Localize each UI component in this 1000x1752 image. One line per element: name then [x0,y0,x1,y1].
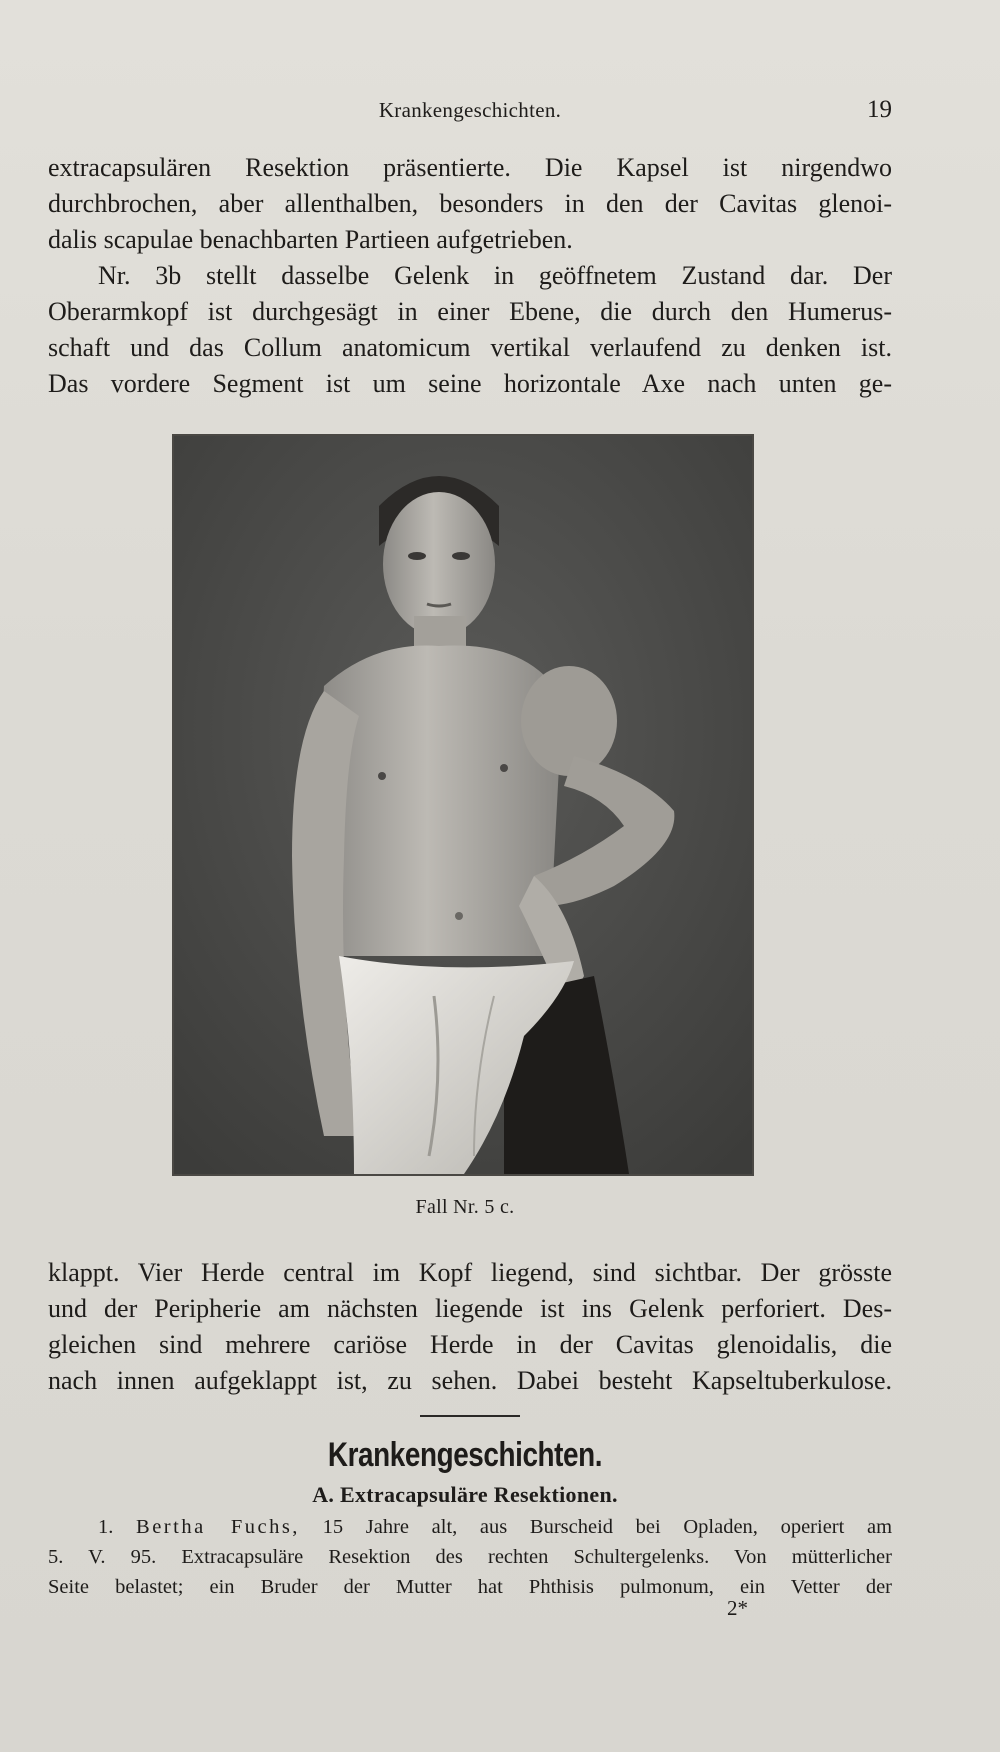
patient-photograph-image [174,436,752,1174]
text-line: durchbrochen, aber allenthalben, besonders in den der Cavitas glenoi- [48,189,892,218]
text-line: 5. V. 95. Extracapsuläre Resektion des rechten Schultergelenks. Von mütterlicher [48,1546,892,1568]
text-line: schaft und das Collum anatomicum vertikal verlaufend zu denken ist. [48,333,892,362]
text-line: extracapsulären Resektion präsentierte. Die Kapsel ist nirgendwo [48,153,892,182]
section-title: Krankengeschichten. [327,1436,603,1474]
text-line: nach innen aufgeklappt ist, zu sehen. Dabei besteht Kapseltuberkulose. [48,1366,892,1395]
case-line-rest: 15 Jahre alt, aus Burscheid bei Opladen, operiert am [322,1516,892,1538]
patient-photograph [172,434,754,1176]
case-report [48,1512,892,1602]
text-line: und der Peripherie am nächsten liegende ist ins Gelenk perforiert. Des- [48,1294,892,1323]
figure-caption: Fall Nr. 5 c. [415,1196,515,1218]
section-divider [420,1415,520,1417]
body-text-top [48,150,892,402]
text-line [48,1512,892,1542]
text-line: Nr. 3b stellt dasselbe Gelenk in geöffnetem Zustand dar. Der [98,261,892,290]
page-number: 19 [867,96,892,123]
subsection-title: A. Extracapsuläre Resektionen. [312,1482,618,1507]
running-head [48,98,892,128]
case-number: 1. [98,1516,114,1538]
text-line: Das vordere Segment ist um seine horizontale Axe nach unten ge- [48,369,892,398]
text-line: Oberarmkopf ist durchgesägt in einer Ebene, die durch den Humerus- [48,297,892,326]
text-line: dalis scapulae benachbarten Partieen aufgetrieben. [48,225,573,254]
signature-mark: 2* [727,1596,748,1620]
text-line: klappt. Vier Herde central im Kopf liegend, sind sichtbar. Der grösste [48,1258,892,1287]
patient-name: Bertha Fuchs, [136,1516,300,1538]
text-line: Seite belastet; ein Bruder der Mutter hat Phthisis pulmonum, ein Vetter der [48,1576,892,1598]
text-line: gleichen sind mehrere cariöse Herde in der Cavitas glenoidalis, die [48,1330,892,1359]
body-text-bottom [48,1255,892,1399]
running-title: Krankengeschichten. [378,98,562,122]
